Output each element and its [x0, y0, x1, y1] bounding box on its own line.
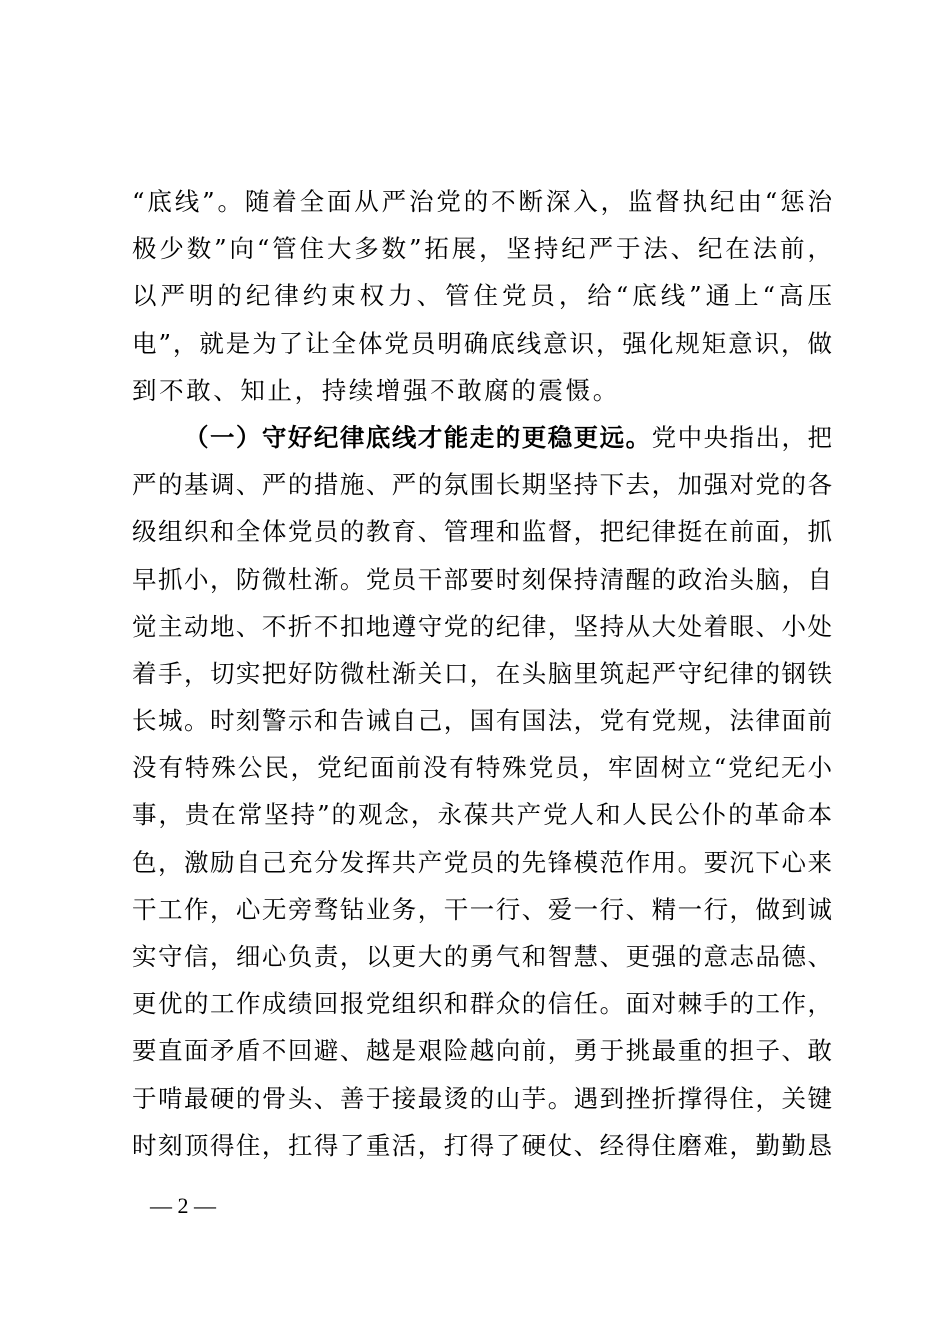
text-line: 干工作，心无旁骛钻业务，干一行、爱一行、精一行，做到诚: [132, 894, 832, 924]
section-heading: （一）守好纪律底线才能走的更稳更远。: [184, 422, 652, 452]
text-line: 色，激励自己充分发挥共产党员的先锋模范作用。要沉下心来: [132, 847, 832, 877]
page-number: — 2 —: [150, 1193, 216, 1218]
text-line: 极少数”向“管住大多数”拓展，坚持纪严于法、纪在法前，: [132, 234, 832, 264]
text-line: 长城。时刻警示和告诫自己，国有国法，党有党规，法律面前: [132, 706, 832, 736]
text-line: 事，贵在常坚持”的观念，永葆共产党人和人民公仆的革命本: [132, 800, 832, 830]
text-line: 没有特殊公民，党纪面前没有特殊党员，牢固树立“党纪无小: [132, 753, 832, 783]
text-line: 着手，切实把好防微杜渐关口，在头脑里筑起严守纪律的钢铁: [132, 658, 832, 688]
text-line: 到不敢、知止，持续增强不敢腐的震慑。: [132, 375, 620, 405]
text-line: 严的基调、严的措施、严的氛围长期坚持下去，加强对党的各: [132, 470, 832, 500]
text-line: 要直面矛盾不回避、越是艰险越向前，勇于挑最重的担子、敢: [132, 1036, 832, 1066]
text-line: 以严明的纪律约束权力、管住党员，给“底线”通上“高压: [132, 281, 832, 311]
text-line: 觉主动地、不折不扣地遵守党的纪律，坚持从大处着眼、小处: [132, 611, 832, 641]
text-line: “底线”。随着全面从严治党的不断深入，监督执纪由“惩治: [132, 187, 832, 216]
text-line-first: [132, 414, 832, 461]
text-line: 于啃最硬的骨头、善于接最烫的山芋。遇到挫折撑得住，关键: [132, 1083, 832, 1113]
text-line: 电”，就是为了让全体党员明确底线意识，强化规矩意识，做: [132, 328, 832, 358]
text-line: 级组织和全体党员的教育、管理和监督，把纪律挺在前面，抓: [132, 517, 832, 547]
text-run: 党中央指出，把: [651, 422, 832, 452]
text-line: 更优的工作成绩回报党组织和群众的信任。面对棘手的工作，: [132, 989, 832, 1019]
text-line: 早抓小，防微杜渐。党员干部要时刻保持清醒的政治头脑，自: [132, 564, 832, 594]
body-text: [132, 178, 832, 1169]
text-line: 时刻顶得住，扛得了重活，打得了硬仗、经得住磨难，勤勤恳: [132, 1130, 832, 1160]
paragraph-1: [132, 178, 832, 414]
text-line: 实守信，细心负责，以更大的勇气和智慧、更强的意志品德、: [132, 942, 832, 971]
paragraph-2: [132, 414, 832, 1169]
